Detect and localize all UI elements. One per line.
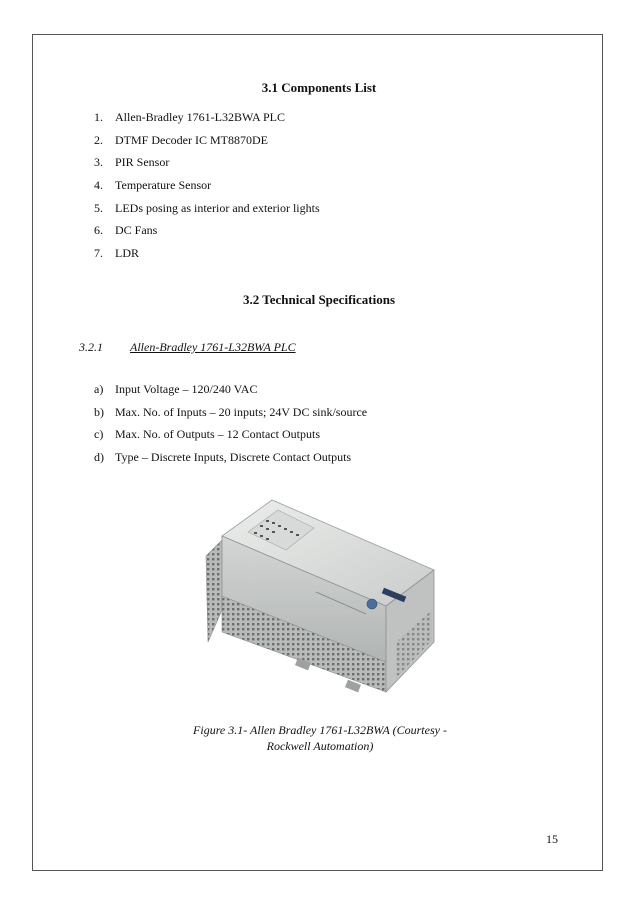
list-text: Max. No. of Inputs – 20 inputs; 24V DC sink/source [115,404,368,419]
specs-heading: 3.2 Technical Specifications [242,292,396,307]
list-item [94,401,367,424]
list-number: 1. [94,109,103,124]
list-number: a) [94,381,104,396]
list-item [94,151,320,174]
list-item [94,106,320,129]
list-number: 6. [94,223,103,238]
caption-line: Rockwell Automation) [266,739,374,753]
list-item [94,378,367,401]
list-item [94,174,320,197]
list-text: Type – Discrete Inputs, Discrete Contact Outputs [115,449,352,464]
list-item [94,242,320,265]
list-item [94,197,320,220]
list-text: Allen-Bradley 1761-L32BWA PLC [115,109,285,124]
list-text: Temperature Sensor [115,177,212,192]
list-number: 7. [94,245,103,260]
list-text: LDR [115,245,139,260]
components-heading: 3.1 Components List [261,80,377,95]
list-text: Input Voltage – 120/240 VAC [115,381,258,396]
figure-caption [170,722,470,754]
left-vent-grill [206,540,222,642]
list-text: PIR Sensor [115,155,170,170]
list-number: 2. [94,132,103,147]
brand-logo-icon [367,599,377,609]
subsection-title: Allen-Bradley 1761-L32BWA PLC [130,340,296,354]
plc-device-image [196,492,442,704]
list-item [94,219,320,242]
list-number: d) [94,449,104,464]
list-number: 4. [94,177,103,192]
caption-line: Figure 3.1- Allen Bradley 1761-L32BWA (Courtesy - [193,723,447,737]
list-number: c) [94,427,104,442]
components-list [94,106,320,265]
list-item [94,129,320,152]
subsection-number: 3.2.1 [79,340,103,354]
list-number: 3. [94,155,103,170]
specs-list [94,378,367,469]
list-text: Max. No. of Outputs – 12 Contact Outputs [115,427,320,442]
list-number: b) [94,404,104,419]
list-number: 5. [94,200,103,215]
list-item [94,423,367,446]
list-text: DC Fans [115,223,158,238]
page-number: 15 [546,832,558,846]
list-text: LEDs posing as interior and exterior lights [115,200,320,215]
list-text: DTMF Decoder IC MT8870DE [115,132,268,147]
list-item [94,446,367,469]
subsection-heading [79,340,296,355]
